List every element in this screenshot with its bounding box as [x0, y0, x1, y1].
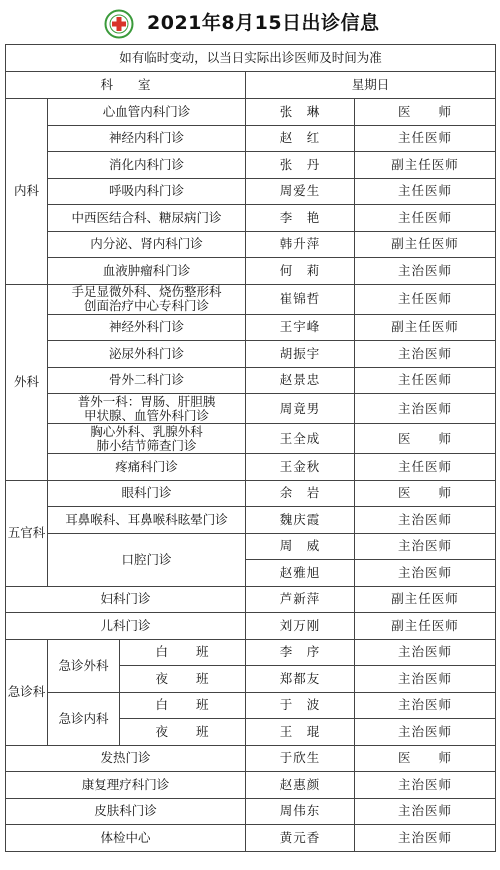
title-cell: 医 师 — [355, 99, 496, 126]
shift-cell: 夜 班 — [120, 719, 246, 746]
doctor-cell: 赵雅旭 — [246, 560, 355, 587]
title-cell: 主治医师 — [355, 666, 496, 693]
title-cell: 主任医师 — [355, 454, 496, 481]
column-header-day: 星期日 — [246, 72, 496, 99]
dept-line: 创面治疗中心专科门诊 — [83, 298, 209, 313]
doctor-cell: 王全成 — [246, 424, 355, 454]
dept-cell: 发热门诊 — [6, 745, 246, 772]
hospital-logo-icon — [104, 9, 134, 39]
title-cell: 副主任医师 — [355, 613, 496, 640]
doctor-cell: 周伟东 — [246, 798, 355, 825]
table-row — [6, 178, 496, 205]
header — [0, 0, 500, 44]
doctor-cell: 于 波 — [246, 692, 355, 719]
doctor-cell: 周 威 — [246, 533, 355, 560]
doctor-cell: 余 岩 — [246, 480, 355, 507]
dept-cell: 耳鼻喉科、耳鼻喉科眩晕门诊 — [48, 507, 246, 534]
title-cell: 主治医师 — [355, 507, 496, 534]
doctor-cell: 黄元香 — [246, 825, 355, 852]
title-cell: 主治医师 — [355, 533, 496, 560]
table-row — [6, 639, 496, 666]
doctor-cell: 李 艳 — [246, 205, 355, 232]
dept-cell: 泌尿外科门诊 — [48, 341, 246, 368]
shift-cell: 白 班 — [120, 639, 246, 666]
doctor-cell: 赵景忠 — [246, 367, 355, 394]
doctor-cell: 于欣生 — [246, 745, 355, 772]
title-cell: 主任医师 — [355, 284, 496, 314]
dept-line: 手足显微外科、烧伤整形科 — [71, 284, 222, 299]
dept-cell: 血液肿瘤科门诊 — [48, 258, 246, 285]
dept-cell: 皮肤科门诊 — [6, 798, 246, 825]
title-cell: 主任医师 — [355, 125, 496, 152]
table-row — [6, 533, 496, 560]
table-row — [6, 507, 496, 534]
doctor-cell: 张 丹 — [246, 152, 355, 179]
dept-cell: 急诊内科 — [48, 692, 120, 745]
table-row — [6, 284, 496, 314]
title-cell: 副主任医师 — [355, 152, 496, 179]
schedule-table — [5, 44, 496, 852]
table-row — [6, 394, 496, 424]
dept-cell: 疼痛科门诊 — [48, 454, 246, 481]
table-row — [6, 152, 496, 179]
table-row — [6, 825, 496, 852]
doctor-cell: 周爱生 — [246, 178, 355, 205]
title-cell: 主治医师 — [355, 258, 496, 285]
title-cell: 副主任医师 — [355, 231, 496, 258]
dept-cell: 眼科门诊 — [48, 480, 246, 507]
title-cell: 主任医师 — [355, 178, 496, 205]
dept-line: 普外一科：胃肠、肝胆胰 — [77, 393, 216, 409]
title-cell: 医 师 — [355, 745, 496, 772]
dept-cell: 骨外二科门诊 — [48, 367, 246, 394]
table-row — [6, 231, 496, 258]
table-row — [6, 341, 496, 368]
table-row — [6, 798, 496, 825]
dept-cell — [48, 424, 246, 454]
table-row — [6, 480, 496, 507]
category-emergency: 急诊科 — [6, 639, 48, 745]
title-cell: 主治医师 — [355, 560, 496, 587]
table-row — [6, 586, 496, 613]
title-cell: 医 师 — [355, 424, 496, 454]
title-cell: 医 师 — [355, 480, 496, 507]
doctor-cell: 崔锦哲 — [246, 284, 355, 314]
title-cell: 主任医师 — [355, 205, 496, 232]
table-row — [6, 454, 496, 481]
shift-cell: 夜 班 — [120, 666, 246, 693]
title-cell: 主治医师 — [355, 798, 496, 825]
shift-cell: 白 班 — [120, 692, 246, 719]
category-ent: 五官科 — [6, 480, 48, 586]
doctor-cell: 王金秋 — [246, 454, 355, 481]
dept-cell: 呼吸内科门诊 — [48, 178, 246, 205]
dept-cell: 心血管内科门诊 — [48, 99, 246, 126]
dept-cell: 儿科门诊 — [6, 613, 246, 640]
dept-line: 肺小结节筛查门诊 — [96, 437, 197, 453]
title-cell: 主治医师 — [355, 772, 496, 799]
doctor-cell: 赵惠颜 — [246, 772, 355, 799]
table-row — [6, 613, 496, 640]
dept-cell: 妇科门诊 — [6, 586, 246, 613]
table-row — [6, 424, 496, 454]
doctor-cell: 李 序 — [246, 639, 355, 666]
dept-line: 胸心外科、乳腺外科 — [90, 423, 203, 439]
doctor-cell: 赵 红 — [246, 125, 355, 152]
table-row — [6, 258, 496, 285]
dept-cell: 口腔门诊 — [48, 533, 246, 586]
table-row — [6, 745, 496, 772]
title-cell: 副主任医师 — [355, 314, 496, 341]
title-cell: 主治医师 — [355, 825, 496, 852]
dept-cell — [48, 394, 246, 424]
doctor-cell: 王宇峰 — [246, 314, 355, 341]
doctor-cell: 芦新萍 — [246, 586, 355, 613]
doctor-cell: 郑都友 — [246, 666, 355, 693]
column-header-row — [6, 72, 496, 99]
table-row — [6, 367, 496, 394]
page-title: 2021年8月15日出诊信息 — [147, 12, 380, 34]
dept-cell: 神经内科门诊 — [48, 125, 246, 152]
doctor-cell: 王 琨 — [246, 719, 355, 746]
title-cell: 主治医师 — [355, 341, 496, 368]
notice-row — [6, 45, 496, 72]
category-surgery: 外科 — [6, 284, 48, 480]
dept-cell: 神经外科门诊 — [48, 314, 246, 341]
title-cell: 主治医师 — [355, 639, 496, 666]
dept-cell: 急诊外科 — [48, 639, 120, 692]
dept-cell: 体检中心 — [6, 825, 246, 852]
table-row — [6, 314, 496, 341]
title-cell: 主治医师 — [355, 692, 496, 719]
dept-cell: 康复理疗科门诊 — [6, 772, 246, 799]
table-row — [6, 99, 496, 126]
dept-line: 甲状腺、血管外科门诊 — [83, 407, 209, 423]
doctor-cell: 张 琳 — [246, 99, 355, 126]
category-internal: 内科 — [6, 99, 48, 285]
doctor-cell: 胡振宇 — [246, 341, 355, 368]
doctor-cell: 韩升萍 — [246, 231, 355, 258]
doctor-cell: 刘万刚 — [246, 613, 355, 640]
title-cell: 主任医师 — [355, 367, 496, 394]
title-cell: 主治医师 — [355, 719, 496, 746]
dept-cell: 消化内科门诊 — [48, 152, 246, 179]
title-cell: 副主任医师 — [355, 586, 496, 613]
doctor-cell: 何 莉 — [246, 258, 355, 285]
table-row — [6, 772, 496, 799]
table-row — [6, 125, 496, 152]
dept-cell — [48, 284, 246, 314]
notice-text: 如有临时变动，以当日实际出诊医师及时间为准 — [6, 45, 496, 72]
dept-cell: 内分泌、肾内科门诊 — [48, 231, 246, 258]
title-cell: 主治医师 — [355, 394, 496, 424]
column-header-dept: 科 室 — [6, 72, 246, 99]
table-row — [6, 205, 496, 232]
dept-cell: 中西医结合科、糖尿病门诊 — [48, 205, 246, 232]
table-row — [6, 692, 496, 719]
doctor-cell: 周竟男 — [246, 394, 355, 424]
doctor-cell: 魏庆霞 — [246, 507, 355, 534]
